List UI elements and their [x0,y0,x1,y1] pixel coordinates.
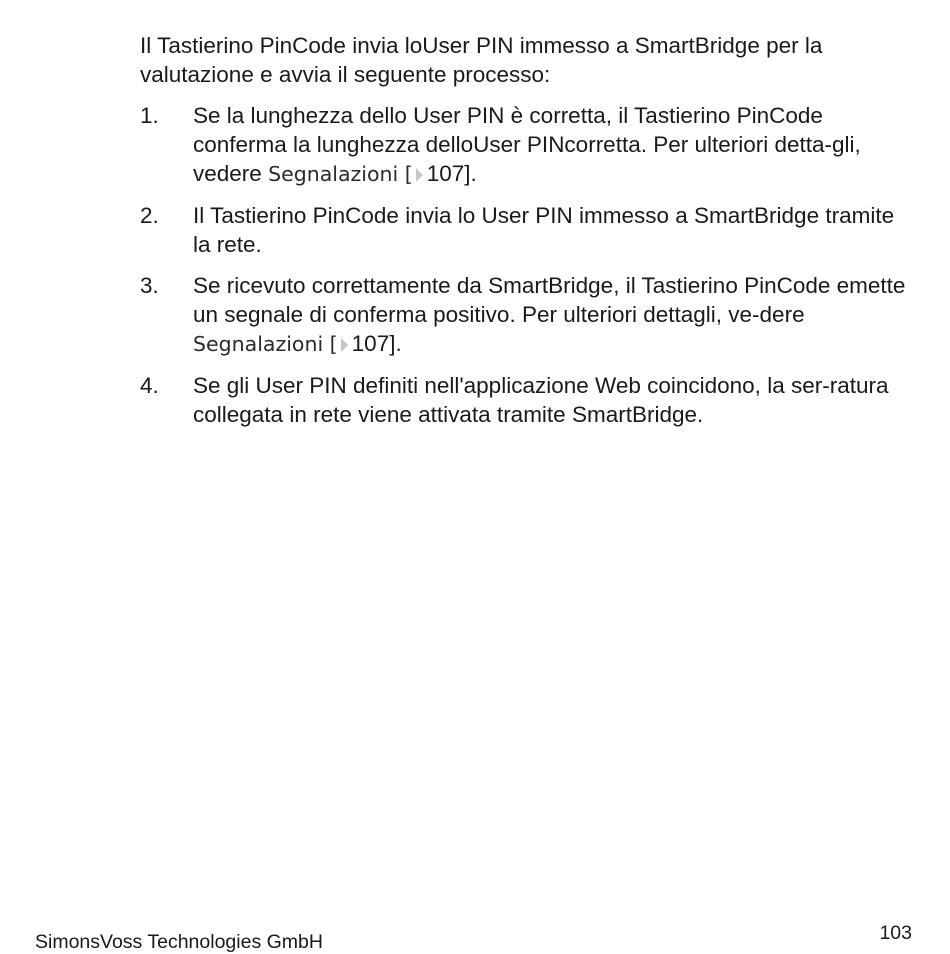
intro-paragraph: Il Tastierino PinCode invia loUser PIN immesso a SmartBridge per la valutazione e avvia il seguente processo: [140,33,823,87]
cross-reference-link[interactable] [268,162,413,186]
page-number: 103 [879,922,912,944]
footer-company-name: SimonsVoss Technologies GmbH [35,931,323,953]
list-item [140,271,910,359]
step-text: Se gli User PIN definiti nell'applicazione Web coincidono, la ser-ratura collegata in rete viene attivata tramite SmartBridge. [193,373,889,427]
step-text: Se ricevuto correttamente da SmartBridge, il Tastierino PinCode emette un segnale di conferma positivo. Per ulteriori dettagli, ve-dere [193,273,906,327]
bracket-open: [ [404,162,413,186]
list-item [140,201,910,259]
process-steps-list [140,101,910,429]
triangle-right-icon [416,168,423,182]
step-number: 4. [140,373,159,398]
step-text: Il Tastierino PinCode invia lo User PIN immesso a SmartBridge tramite la rete. [193,203,895,257]
list-item [140,101,910,189]
step-number: 3. [140,273,159,298]
step-number: 1. [140,103,159,128]
page-reference[interactable]: 107 [351,331,390,356]
bracket-close: ]. [464,161,477,186]
bracket-close: ]. [389,331,402,356]
cross-reference-link[interactable] [193,332,338,356]
bracket-open: [ [329,332,338,356]
document-body [140,31,910,441]
step-text: Se la lunghezza dello User PIN è corretta, il Tastierino PinCode conferma la lunghezza delloUser PINcorretta. Per ulteriori detta-gli, vedere [193,103,861,186]
triangle-right-icon [341,338,348,352]
step-number: 2. [140,203,159,228]
cross-reference-label: Segnalazioni [268,162,399,186]
list-item [140,371,910,429]
cross-reference-label: Segnalazioni [193,332,324,356]
page-reference[interactable]: 107 [426,161,465,186]
